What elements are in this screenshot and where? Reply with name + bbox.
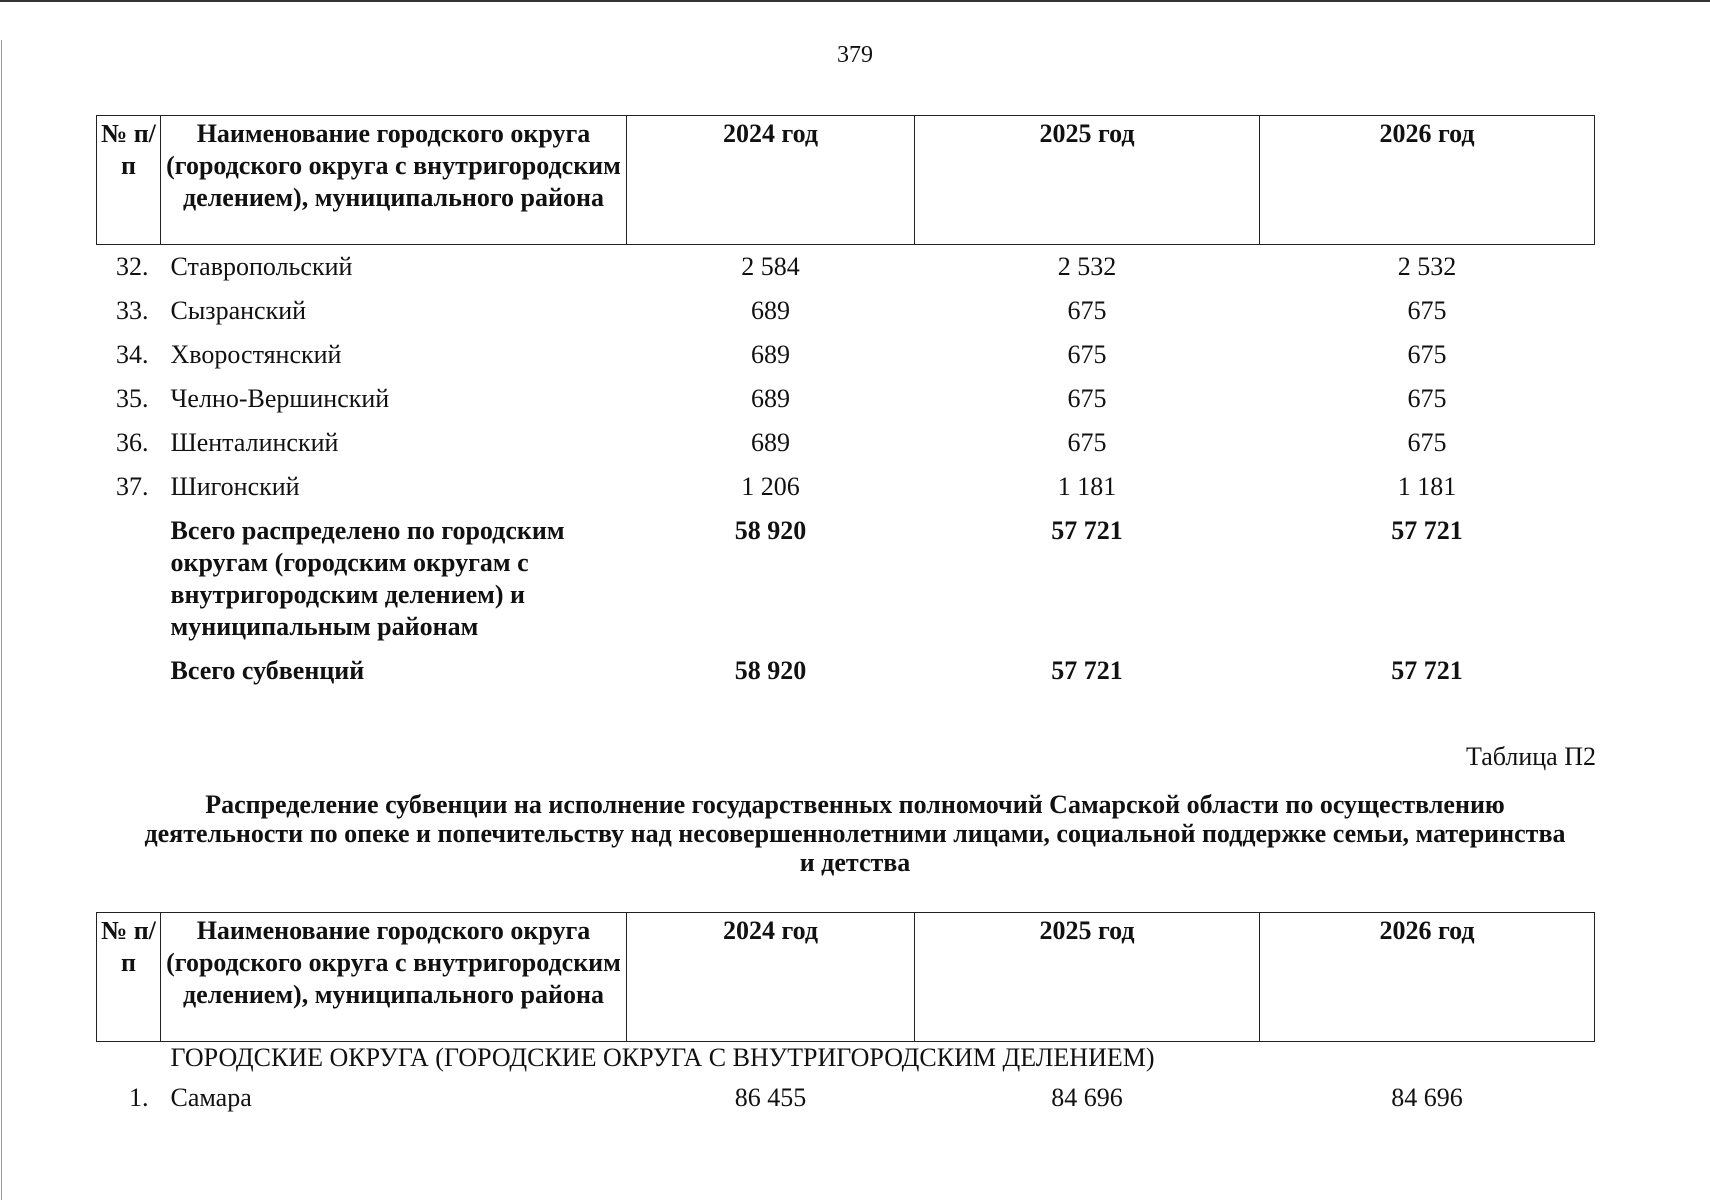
row-2024: 689 bbox=[751, 296, 790, 325]
row-name: Самара bbox=[170, 1083, 252, 1112]
section-heading: ГОРОДСКИЕ ОКРУГА (ГОРОДСКИЕ ОКРУГА С ВНУТРИГОРОДСКИМ ДЕЛЕНИЕМ) bbox=[170, 1043, 1155, 1072]
row-2024: 689 bbox=[751, 340, 790, 369]
row-num: 34. bbox=[116, 340, 149, 369]
table-row bbox=[97, 377, 1595, 421]
table-p1-continuation bbox=[96, 115, 1595, 693]
total-distributed-label: Всего распределено по городским округам (городским округам с внутригородским делением) и муниципальным районам bbox=[170, 516, 565, 641]
header-2026: 2026 год bbox=[1260, 913, 1595, 1042]
row-2025: 84 696 bbox=[1051, 1083, 1123, 1112]
total-subventions-row bbox=[97, 649, 1595, 693]
row-name: Шигонский bbox=[170, 472, 300, 501]
row-2024: 86 455 bbox=[734, 1083, 807, 1112]
table-row bbox=[97, 1076, 1595, 1120]
row-name: Сызранский bbox=[170, 296, 307, 325]
total-subventions-2026: 57 721 bbox=[1391, 656, 1463, 685]
total-distributed-2025: 57 721 bbox=[1051, 516, 1123, 545]
row-2024: 689 bbox=[751, 428, 790, 457]
header-2025: 2025 год bbox=[915, 913, 1260, 1042]
row-num: 1. bbox=[129, 1083, 149, 1112]
table-row bbox=[97, 333, 1595, 377]
left-border bbox=[1, 40, 2, 1200]
top-border bbox=[0, 0, 1710, 2]
table-row bbox=[97, 465, 1595, 509]
row-2025: 675 bbox=[1067, 428, 1107, 457]
row-2026: 675 bbox=[1407, 296, 1447, 325]
table-p2 bbox=[96, 912, 1595, 1120]
row-num: 35. bbox=[116, 384, 149, 413]
row-2024: 689 bbox=[751, 384, 790, 413]
row-num: 36. bbox=[116, 428, 149, 457]
header-2026: 2026 год bbox=[1260, 116, 1595, 245]
header-2024: 2024 год bbox=[627, 116, 915, 245]
row-num: 32. bbox=[116, 252, 149, 281]
total-distributed-row bbox=[97, 509, 1595, 649]
header-2025: 2025 год bbox=[915, 116, 1260, 245]
header-name: Наименование городского округа (городского округа с внутригородским делением), муниципального района bbox=[161, 116, 627, 245]
header-num: № п/п bbox=[97, 913, 161, 1042]
header-name: Наименование городского округа (городского округа с внутригородским делением), муниципального района bbox=[161, 913, 627, 1042]
row-2024: 2 584 bbox=[741, 252, 800, 281]
header-num: № п/п bbox=[97, 116, 161, 245]
table-p2-label: Таблица П2 bbox=[1466, 742, 1596, 771]
row-2024: 1 206 bbox=[741, 472, 800, 501]
row-2026: 2 532 bbox=[1397, 252, 1457, 281]
row-2026: 675 bbox=[1407, 428, 1447, 457]
row-name: Челно-Вершинский bbox=[170, 384, 390, 413]
table-row bbox=[97, 245, 1595, 290]
section-heading-row bbox=[97, 1042, 1595, 1077]
row-2026: 1 181 bbox=[1397, 472, 1457, 501]
row-2026: 675 bbox=[1407, 384, 1447, 413]
table-row bbox=[97, 289, 1595, 333]
page-number: 379 bbox=[837, 42, 873, 68]
row-2026: 84 696 bbox=[1391, 1083, 1463, 1112]
row-name: Шенталинский bbox=[170, 428, 339, 457]
header-2024: 2024 год bbox=[627, 913, 915, 1042]
row-2025: 1 181 bbox=[1057, 472, 1117, 501]
total-distributed-2026: 57 721 bbox=[1391, 516, 1463, 545]
row-2025: 2 532 bbox=[1057, 252, 1117, 281]
table-header-row bbox=[97, 116, 1595, 245]
table-p2-title: Распределение субвенции на исполнение государственных полномочий Самарской области по осуществлению деятельности по опеке и попечительству над несовершеннолетними лицами, социальной поддержке семьи, материнства и детства bbox=[144, 790, 1566, 877]
row-2025: 675 bbox=[1067, 340, 1107, 369]
row-2026: 675 bbox=[1407, 340, 1447, 369]
total-subventions-2025: 57 721 bbox=[1051, 656, 1123, 685]
row-num: 37. bbox=[116, 472, 149, 501]
row-num: 33. bbox=[116, 296, 149, 325]
row-2025: 675 bbox=[1067, 384, 1107, 413]
row-name: Хворостянский bbox=[170, 340, 342, 369]
total-subventions-label: Всего субвенций bbox=[170, 656, 365, 685]
row-name: Ставропольский bbox=[170, 252, 353, 281]
total-subventions-2024: 58 920 bbox=[734, 656, 807, 685]
table-header-row bbox=[97, 913, 1595, 1042]
row-2025: 675 bbox=[1067, 296, 1107, 325]
total-distributed-2024: 58 920 bbox=[734, 516, 807, 545]
table-row bbox=[97, 421, 1595, 465]
